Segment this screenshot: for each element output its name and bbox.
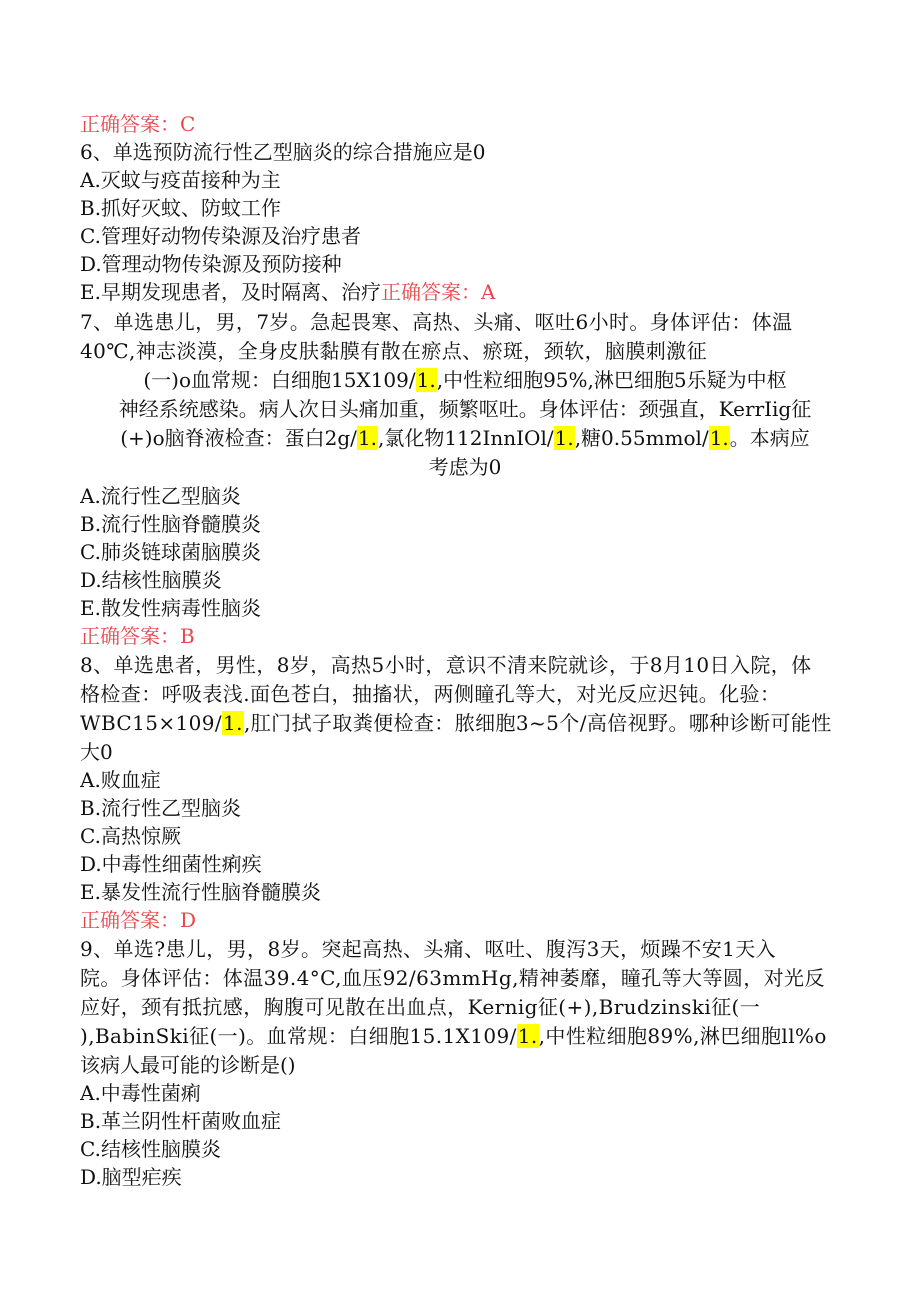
question-stem-line (80, 424, 850, 452)
answer-label: 正确答案： (80, 112, 180, 136)
option-d: D.中毒性细菌性痢疾 (80, 852, 262, 876)
stem-text: ,糖0.55mmol/ (574, 426, 709, 450)
option-b: B.流行性脑脊髓膜炎 (80, 512, 262, 536)
question-stem-line: 大0 (80, 740, 113, 764)
stem-text: WBC15×109/ (80, 711, 223, 735)
stem-text: (+)o脑脊液检查：蛋白2g/ (120, 426, 357, 450)
question-stem-line: 院。身体评估：体温39.4°C,血压92/63mmHg,精神萎靡，瞳孔等大等圆，对光反 (80, 966, 825, 990)
option-a: A.中毒性菌痢 (80, 1081, 201, 1105)
option-b: B.流行性乙型脑炎 (80, 796, 242, 820)
option-a: A.败血症 (80, 768, 161, 792)
question-stem-line: 格检查：呼吸表浅.面色苍白，抽搐状，两侧瞳孔等大，对光反应迟钝。化验： (80, 682, 781, 706)
option-c: C.肺炎链球菌脑膜炎 (80, 540, 261, 564)
question-stem-line (80, 366, 850, 394)
highlight-mark: 1. (517, 1024, 538, 1048)
answer-value: B (180, 624, 195, 648)
stem-text: (一)o血常规：白细胞15X109/ (143, 368, 416, 392)
stem-text: ,氯化物112InnIOl/ (377, 426, 554, 450)
option-d: D.管理动物传染源及预防接种 (80, 252, 342, 276)
highlight-mark: 1. (223, 711, 243, 735)
stem-text: ,中性粒细胞89%,淋巴细胞ll%o (538, 1024, 827, 1048)
answer-label: 正确答案： (80, 624, 180, 648)
answer-label: 正确答案： (380, 280, 481, 304)
question-stem-line: 考虑为0 (428, 455, 502, 479)
question-stem: 6、单选预防流行性乙型脑炎的综合措施应是0 (80, 140, 486, 164)
option-d: D.脑型疟疾 (80, 1165, 182, 1189)
question-stem-line: 40℃,神志淡漠，全身皮肤黏膜有散在瘀点、瘀斑，颈软，脑膜刺激征 (80, 339, 707, 363)
question-stem-line: 该病人最可能的诊断是() (80, 1053, 296, 1077)
option-a: A.灭蚊与疫苗接种为主 (80, 168, 281, 192)
highlight-mark: 1. (357, 426, 377, 450)
question-stem-line: 神经系统感染。病人次日头痛加重，频繁呕吐。身体评估：颈强直，KerrIig征 (118, 397, 812, 421)
stem-text: 。本病应 (729, 426, 810, 450)
answer-value: A (480, 280, 496, 304)
stem-text: ,中性粒细胞95%,淋巴细胞5乐疑为中枢 (436, 368, 787, 392)
question-stem-line (80, 1022, 850, 1050)
answer-value: D (180, 908, 197, 932)
option-b: B.抓好灭蚊、防蚊工作 (80, 196, 282, 220)
option-a: A.流行性乙型脑炎 (80, 484, 241, 508)
option-e: E.暴发性流行性脑脊髓膜炎 (80, 880, 321, 904)
option-e-with-answer (80, 278, 850, 306)
option-c: C.结核性脑膜炎 (80, 1137, 221, 1161)
highlight-mark: 1. (416, 368, 436, 392)
answer-value: C (180, 112, 196, 136)
option-e: E.早期发现患者，及时隔离、治疗 (80, 280, 381, 304)
question-stem-line: 9、单选?患儿，男，8岁。突起高热、头痛、呕吐、腹泻3天，烦躁不安1天入 (80, 937, 777, 961)
question-stem-line: 8、单选患者，男性，8岁，高热5小时，意识不清来院就诊，于8月10日入院，体 (80, 653, 812, 677)
option-e: E.散发性病毒性脑炎 (80, 596, 261, 620)
question-stem-line: 7、单选患儿，男，7岁。急起畏寒、高热、头痛、呕吐6小时。身体评估：体温 (80, 310, 793, 334)
stem-text: ),BabinSki征(一)。血常规：白细胞15.1X109/ (80, 1024, 517, 1048)
option-c: C.管理好动物传染源及治疗患者 (80, 224, 361, 248)
question-stem-line: 应好，颈有抵抗感，胸腹可见散在出血点，Kernig征(+),Brudzinski征(一 (80, 995, 761, 1019)
answer-line (80, 110, 850, 138)
answer-line (80, 622, 850, 650)
option-d: D.结核性脑膜炎 (80, 568, 222, 592)
answer-label: 正确答案： (80, 908, 180, 932)
highlight-mark: 1. (709, 426, 729, 450)
question-stem-line (80, 709, 850, 737)
option-b: B.革兰阴性杆菌败血症 (80, 1109, 282, 1133)
answer-line (80, 906, 850, 934)
highlight-mark: 1. (554, 426, 574, 450)
stem-text: ,肛门拭子取粪便检查：脓细胞3~5个/高倍视野。哪种诊断可能性 (243, 711, 832, 735)
option-c: C.高热惊厥 (80, 824, 181, 848)
